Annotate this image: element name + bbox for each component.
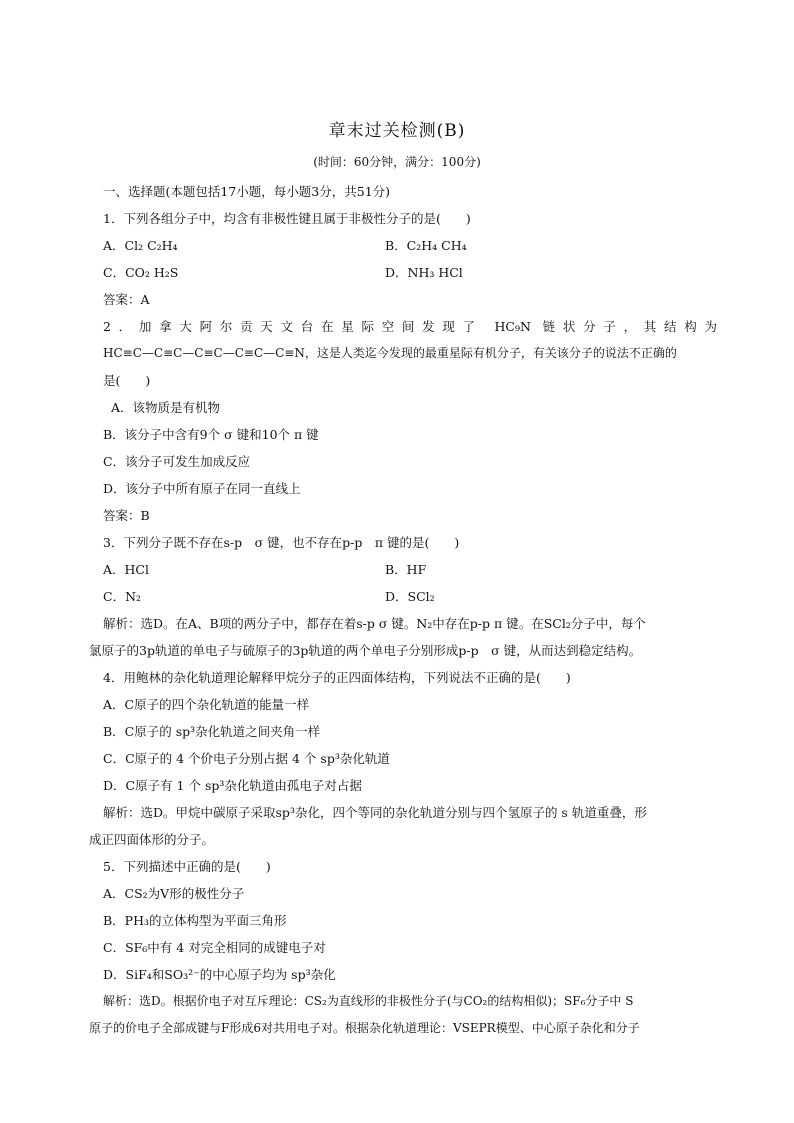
q5-stem: 5．下列描述中正确的是( ) — [103, 859, 271, 874]
q4-option-d: D．C原子有 1 个 sp³杂化轨道由孤电子对占据 — [103, 778, 362, 793]
page-title: 章末过关检测(B) — [328, 121, 466, 141]
q5-option-b: B．PH₃的立体构型为平面三角形 — [103, 913, 287, 928]
q5-option-c: C．SF₆中有 4 对完全相同的成键电子对 — [103, 940, 326, 955]
exam-time-info: (时间：60分钟，满分：100分) — [313, 155, 481, 169]
q3-analysis-line2: 氯原子的3p轨道的单电子与硫原子的3p轨道的两个单电子分别形成p-p σ 键，从而达到稳定结构。 — [89, 643, 642, 658]
q2-option-a: A．该物质是有机物 — [111, 400, 221, 415]
q2-option-c: C．该分子可发生加成反应 — [103, 454, 251, 469]
q1-option-d: D．NH₃ HCl — [385, 265, 463, 280]
q3-option-c: C．N₂ — [103, 589, 142, 604]
q4-option-b: B．C原子的 sp³杂化轨道之间夹角一样 — [103, 724, 321, 739]
q4-option-c: C．C原子的 4 个价电子分别占据 4 个 sp³杂化轨道 — [103, 751, 390, 766]
q1-options-row2 — [103, 259, 717, 286]
q3-option-a: A．HCl — [103, 562, 149, 577]
q4-stem: 4．用鲍林的杂化轨道理论解释甲烷分子的正四面体结构，下列说法不正确的是( ) — [103, 670, 571, 685]
q3-options-row2 — [103, 583, 717, 610]
question-content — [89, 178, 717, 1042]
q3-analysis-line1: 解析：选D。在A、B项的两分子中，都存在着s-p σ 键。N₂中存在p-p π 键。在SCl₂分子中，每个 — [103, 616, 646, 631]
q3-stem: 3．下列分子既不存在s-p σ 键，也不存在p-p π 键的是( ) — [103, 535, 460, 550]
q1-options-row1 — [103, 232, 717, 259]
q4-option-a: A．C原子的四个杂化轨道的能量一样 — [103, 697, 310, 712]
q3-option-b: B．HF — [385, 562, 427, 577]
q5-option-a: A．CS₂为V形的极性分子 — [103, 886, 245, 901]
q1-option-b: B．C₂H₄ CH₄ — [385, 238, 467, 253]
q2-stem-line3: 是( ) — [103, 373, 151, 388]
q2-option-d: D．该分子中所有原子在同一直线上 — [103, 481, 301, 496]
q2-stem-line2: HC≡C—C≡C—C≡C—C≡C—C≡N，这是人类迄今发现的最重星际有机分子，有关该分子的说法不正确的 — [103, 346, 677, 360]
q1-option-c: C．CO₂ H₂S — [103, 265, 179, 280]
q5-analysis-line2: 原子的价电子全部成键与F形成6对共用电子对。根据杂化轨道理论：VSEPR模型、中心原子杂化和分子 — [89, 1021, 640, 1035]
q1-stem: 1．下列各组分子中，均含有非极性键且属于非极性分子的是( ) — [103, 211, 471, 226]
q3-option-d: D．SCl₂ — [385, 589, 435, 604]
q4-analysis-line2: 成正四面体形的分子。 — [89, 832, 215, 847]
section-heading: 一、选择题(本题包括17小题，每小题3分，共51分) — [103, 184, 391, 199]
q1-option-a: A．Cl₂ C₂H₄ — [103, 238, 178, 253]
q2-answer: 答案：B — [103, 508, 150, 523]
q2-stem-line1: 2．加拿大阿尔贡天文台在星际空间发现了 HC₉N 链状分子，其结构为 — [103, 319, 717, 334]
q3-options-row1 — [103, 556, 717, 583]
q5-option-d: D．SiF₄和SO₃²⁻的中心原子均为 sp³杂化 — [103, 967, 336, 982]
q1-answer: 答案：A — [103, 292, 150, 307]
q2-option-b: B．该分子中含有9个 σ 键和10个 π 键 — [103, 427, 319, 442]
q4-analysis-line1: 解析：选D。甲烷中碳原子采取sp³杂化，四个等同的杂化轨道分别与四个氢原子的 s 轨道重叠，形 — [103, 805, 647, 820]
q5-analysis-line1: 解析：选D。根据价电子对互斥理论：CS₂为直线形的非极性分子(与CO₂的结构相似)；SF₆分子中 S — [103, 994, 634, 1008]
